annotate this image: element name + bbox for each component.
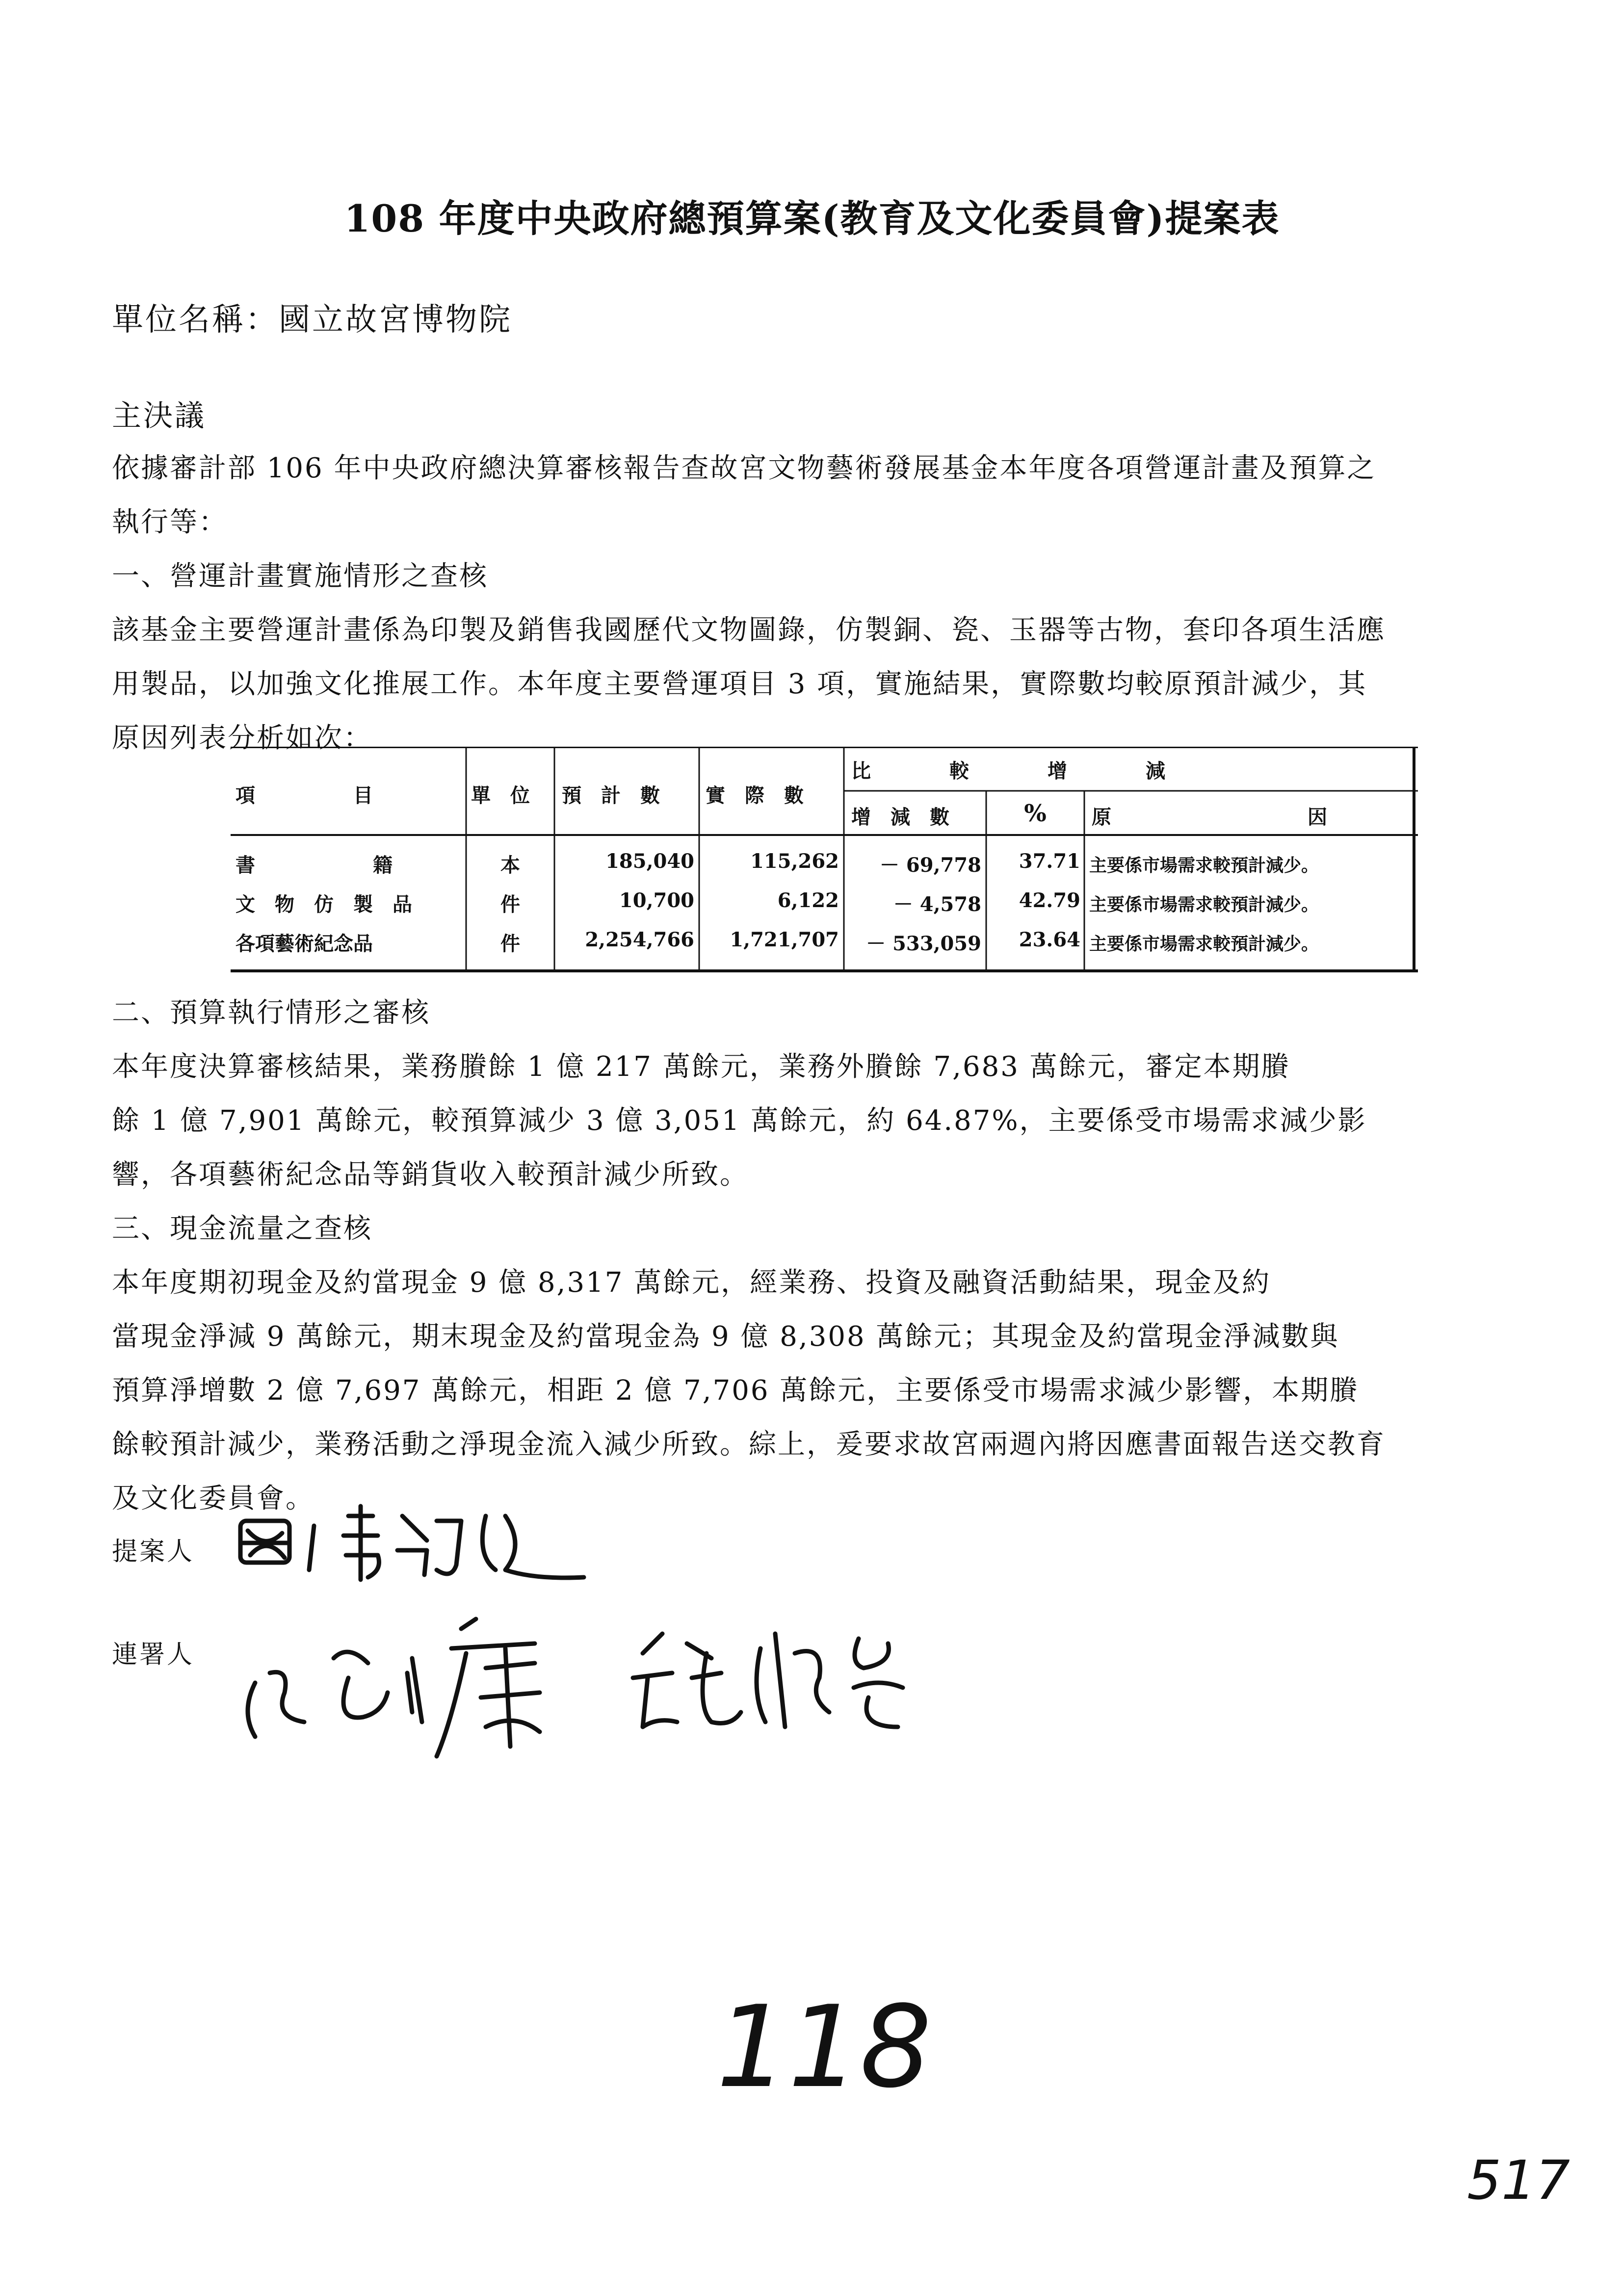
table-row-change: － 69,778 [879, 854, 981, 877]
header-actual: 實 際 數 [706, 784, 804, 807]
section2 [112, 986, 1545, 1202]
table-row-pct: 42.79 [1019, 889, 1080, 912]
table-row-unit: 本 [500, 854, 520, 877]
table-row-pct: 37.71 [1019, 850, 1080, 873]
section3-line: 預算淨增數 2 億 7,697 萬餘元，相距 2 億 7,706 萬餘元，主要係受市場需求減少影響，本期賸 [112, 1375, 1359, 1407]
header-change: 增 減 數 [851, 806, 949, 829]
table-row-unit: 件 [500, 932, 520, 955]
section1-line: 用製品，以加強文化推展工作。本年度主要營運項目 3 項，實施結果，實際數均較原預計減少，其 [112, 668, 1367, 700]
section3 [112, 1202, 1545, 1526]
page-title: 108 年度中央政府總預算案(教育及文化委員會)提案表 [344, 197, 1280, 240]
table-row-actual: 115,262 [750, 850, 839, 873]
table-row-planned: 10,700 [619, 889, 694, 912]
unit-name: 單位名稱：國立故宮博物院 [112, 302, 512, 338]
table-row-planned: 185,040 [605, 850, 694, 873]
table-row-unit: 件 [500, 893, 520, 916]
table-row-item: 各項藝術紀念品 [236, 932, 373, 955]
section3-line: 本年度期初現金及約當現金 9 億 8,317 萬餘元，經業務、投資及融資活動結果，現金及約 [112, 1267, 1271, 1299]
table-row-reason: 主要係市場需求較預計減少。 [1089, 855, 1319, 876]
section3-line: 餘較預計減少，業務活動之淨現金流入減少所致。綜上，爰要求故宮兩週內將因應書面報告送交教育 [112, 1429, 1386, 1461]
proposer-signature [231, 1496, 603, 1609]
intro-line: 依據審計部 106 年中央政府總決算審核報告查故宮文物藝術發展基金本年度各項營運計畫及預算之 [112, 452, 1376, 484]
section3-heading: 三、現金流量之查核 [112, 1213, 372, 1245]
section2-line: 餘 1 億 7,901 萬餘元，較預算減少 3 億 3,051 萬餘元，約 64.87%，主要係受市場需求減少影 [112, 1105, 1367, 1137]
table-row-reason: 主要係市場需求較預計減少。 [1089, 934, 1319, 954]
table-row-pct: 23.64 [1019, 928, 1080, 951]
table-row-change: － 533,059 [866, 932, 981, 955]
section2-line: 響，各項藝術紀念品等銷貨收入較預計減少所致。 [112, 1159, 749, 1191]
section1-line: 該基金主要營運計畫係為印製及銷售我國歷代文物圖錄，仿製銅、瓷、玉器等古物，套印各項生活應 [112, 614, 1386, 646]
header-pct: % [1024, 800, 1047, 827]
table-row-reason: 主要係市場需求較預計減少。 [1089, 894, 1319, 915]
table-row-actual: 6,122 [777, 889, 839, 912]
table-row-item: 文 物 仿 製 品 [236, 893, 412, 916]
section3-line: 及文化委員會。 [112, 1483, 314, 1514]
operations-table [231, 747, 1418, 972]
section2-heading: 二、預算執行情形之審核 [112, 997, 430, 1029]
cosigner-label: 連署人 [112, 1640, 195, 1670]
section1 [112, 549, 1545, 765]
header-reason: 原 因 [1092, 806, 1327, 829]
section1-heading: 一、營運計畫實施情形之查核 [112, 560, 488, 592]
intro-line: 執行等： [112, 506, 228, 538]
table-row-planned: 2,254,766 [585, 928, 694, 951]
intro-paragraph [112, 442, 1545, 549]
section2-line: 本年度決算審核結果，業務賸餘 1 億 217 萬餘元，業務外賸餘 7,683 萬餘元，審定本期賸 [112, 1051, 1290, 1083]
section1-line: 原因列表分析如次： [112, 722, 372, 754]
cosigner-signatures [221, 1599, 957, 1766]
table-row-change: － 4,578 [893, 893, 981, 916]
section3-line: 當現金淨減 9 萬餘元，期末現金及約當現金為 9 億 8,308 萬餘元；其現金及約當現金淨減數與 [112, 1321, 1339, 1353]
table-row-actual: 1,721,707 [730, 928, 839, 951]
header-item: 項 目 [236, 784, 373, 807]
table-row-item: 書 籍 [236, 854, 393, 877]
header-compare: 比 較 增 減 [851, 759, 1165, 783]
header-unit: 單 位 [471, 784, 530, 807]
header-planned: 預 計 數 [562, 784, 660, 807]
page-number: 118 [716, 1982, 932, 2113]
main-resolution-heading: 主決議 [112, 399, 206, 433]
proposer-label: 提案人 [112, 1537, 195, 1566]
corner-mark: 517 [1467, 2149, 1570, 2212]
